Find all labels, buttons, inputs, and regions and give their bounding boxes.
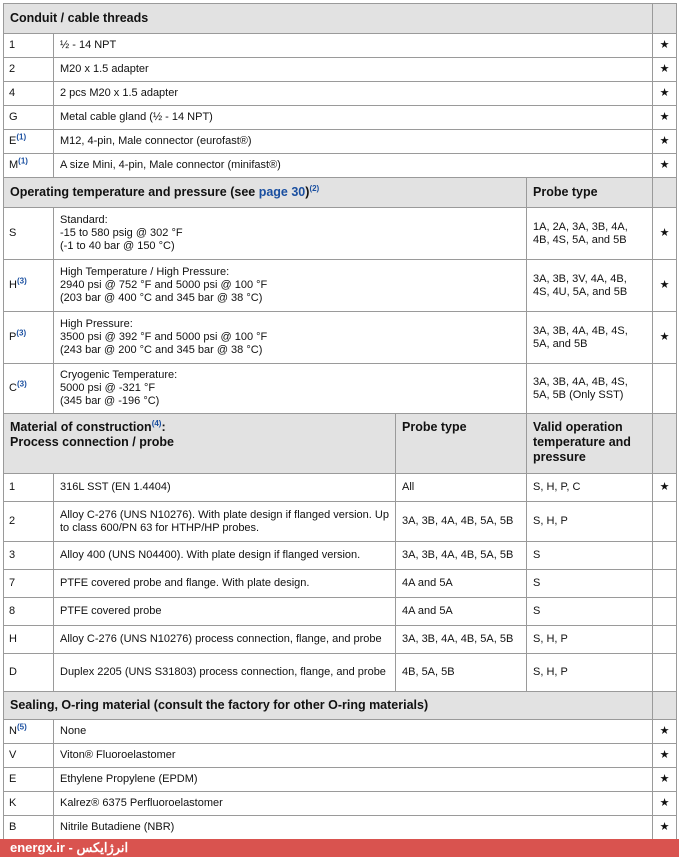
desc-line: High Pressure:	[60, 318, 133, 330]
desc-line: 2940 psi @ 752 °F and 5000 psi @ 100 °F	[60, 279, 268, 291]
option-code: 2	[4, 502, 54, 542]
operating-probe-header: Probe type	[527, 178, 653, 208]
probe-type: 3A, 3B, 4A, 4B, 4S, 5A, and 5B	[527, 312, 653, 364]
conduit-header: Conduit / cable threads	[4, 4, 653, 34]
star-icon	[653, 542, 677, 570]
ordering-table	[3, 3, 677, 840]
code-letter: H	[9, 279, 17, 291]
footnote-link[interactable]: (4)	[151, 418, 162, 428]
option-code: 3	[4, 542, 54, 570]
option-description: Viton® Fluoroelastomer	[54, 744, 653, 768]
valid-operation: S	[527, 542, 653, 570]
table-row	[4, 260, 677, 312]
operating-header-text: Operating temperature and pressure (see	[10, 185, 259, 199]
code-letter: M	[9, 159, 19, 171]
valid-operation: S, H, P	[527, 654, 653, 692]
probe-type: 3A, 3B, 4A, 4B, 5A, 5B	[396, 542, 527, 570]
option-description: None	[54, 720, 653, 744]
option-description: PTFE covered probe and flange. With plate design.	[54, 570, 396, 598]
star-icon: ★	[653, 208, 677, 260]
code-letter: C	[9, 382, 17, 394]
sealing-header: Sealing, O-ring material (consult the factory for other O-ring materials)	[4, 692, 653, 720]
star-icon	[653, 654, 677, 692]
desc-line: (-1 to 40 bar @ 150 °C)	[60, 240, 175, 252]
option-code: B	[4, 816, 54, 840]
option-code: S	[4, 208, 54, 260]
star-icon: ★	[653, 58, 677, 82]
option-code: 1	[4, 474, 54, 502]
operating-header-row	[4, 178, 677, 208]
conduit-header-row	[4, 4, 677, 34]
valid-operation: S, H, P	[527, 502, 653, 542]
page-link[interactable]: page 30	[258, 185, 306, 199]
table-row	[4, 654, 677, 692]
option-code	[4, 260, 54, 312]
footnote-link[interactable]: (5)	[16, 722, 27, 732]
table-row	[4, 598, 677, 626]
star-icon: ★	[653, 106, 677, 130]
table-row	[4, 34, 677, 58]
table-row	[4, 364, 677, 414]
option-description	[54, 260, 527, 312]
option-description: Metal cable gland (½ - 14 NPT)	[54, 106, 653, 130]
star-icon: ★	[653, 768, 677, 792]
option-code: V	[4, 744, 54, 768]
material-header-colon: :	[161, 420, 166, 434]
conduit-header-star-cell	[653, 4, 677, 34]
valid-operation: S	[527, 570, 653, 598]
star-icon	[653, 502, 677, 542]
operating-header	[4, 178, 527, 208]
table-row	[4, 58, 677, 82]
footnote-link[interactable]: (3)	[16, 276, 27, 286]
probe-type: 4A and 5A	[396, 570, 527, 598]
star-icon: ★	[653, 154, 677, 178]
table-row	[4, 106, 677, 130]
valid-operation: S, H, P	[527, 626, 653, 654]
option-description: Nitrile Butadiene (NBR)	[54, 816, 653, 840]
option-code: 1	[4, 34, 54, 58]
desc-line: (345 bar @ -196 °C)	[60, 395, 160, 407]
option-description: PTFE covered probe	[54, 598, 396, 626]
table-row	[4, 720, 677, 744]
desc-line: Cryogenic Temperature:	[60, 369, 178, 381]
star-icon: ★	[653, 260, 677, 312]
option-code: K	[4, 792, 54, 816]
option-description: Kalrez® 6375 Perfluoroelastomer	[54, 792, 653, 816]
valid-operation: S	[527, 598, 653, 626]
material-valid-header: Valid operation temperature and pressure	[527, 414, 653, 474]
option-code	[4, 130, 54, 154]
option-description: Alloy 400 (UNS N04400). With plate design if flanged version.	[54, 542, 396, 570]
material-header-line1	[10, 420, 389, 435]
code-letter: E	[9, 135, 17, 147]
table-row	[4, 502, 677, 542]
operating-header-star-cell	[653, 178, 677, 208]
table-row	[4, 626, 677, 654]
material-header-row	[4, 414, 677, 474]
ordering-table-sheet	[3, 3, 676, 840]
table-row	[4, 474, 677, 502]
star-icon: ★	[653, 312, 677, 364]
star-icon	[653, 364, 677, 414]
option-code: 2	[4, 58, 54, 82]
option-description: M20 x 1.5 adapter	[54, 58, 653, 82]
star-icon: ★	[653, 130, 677, 154]
operating-header-close: )	[305, 185, 310, 199]
table-row	[4, 744, 677, 768]
table-row	[4, 542, 677, 570]
watermark-text: energx.ir - انرژایکس	[10, 840, 129, 855]
option-description	[54, 312, 527, 364]
option-description: 316L SST (EN 1.4404)	[54, 474, 396, 502]
sealing-header-star-cell	[653, 692, 677, 720]
desc-line: (243 bar @ 200 °C and 345 bar @ 38 °C)	[60, 344, 263, 356]
probe-type: 3A, 3B, 3V, 4A, 4B, 4S, 4U, 5A, and 5B	[527, 260, 653, 312]
table-row	[4, 312, 677, 364]
probe-type: 1A, 2A, 3A, 3B, 4A, 4B, 4S, 5A, and 5B	[527, 208, 653, 260]
material-header-text: Material of construction	[10, 420, 152, 434]
option-description: Alloy C-276 (UNS N10276) process connection, flange, and probe	[54, 626, 396, 654]
desc-line: 3500 psi @ 392 °F and 5000 psi @ 100 °F	[60, 331, 268, 343]
option-description: A size Mini, 4-pin, Male connector (minifast®)	[54, 154, 653, 178]
footnote-link[interactable]: (2)	[309, 183, 320, 193]
option-description: Ethylene Propylene (EPDM)	[54, 768, 653, 792]
valid-operation: S, H, P, C	[527, 474, 653, 502]
option-description	[54, 364, 527, 414]
footnote-link[interactable]: (3)	[16, 328, 27, 338]
desc-line: -15 to 580 psig @ 302 °F	[60, 227, 183, 239]
material-header	[4, 414, 396, 474]
footnote-link[interactable]: (1)	[16, 132, 27, 142]
star-icon: ★	[653, 34, 677, 58]
table-row	[4, 816, 677, 840]
star-icon	[653, 626, 677, 654]
desc-line: (203 bar @ 400 °C and 345 bar @ 38 °C)	[60, 292, 263, 304]
table-row	[4, 570, 677, 598]
table-row	[4, 768, 677, 792]
code-letter: N	[9, 725, 17, 737]
option-code: 4	[4, 82, 54, 106]
option-code	[4, 154, 54, 178]
star-icon: ★	[653, 744, 677, 768]
table-row	[4, 792, 677, 816]
sealing-header-row	[4, 692, 677, 720]
option-description: ½ - 14 NPT	[54, 34, 653, 58]
star-icon: ★	[653, 816, 677, 840]
star-icon: ★	[653, 720, 677, 744]
watermark-footer-bar	[0, 839, 679, 857]
star-icon: ★	[653, 474, 677, 502]
option-code: 8	[4, 598, 54, 626]
star-icon: ★	[653, 792, 677, 816]
option-description	[54, 208, 527, 260]
probe-type: 3A, 3B, 4A, 4B, 4S, 5A, 5B (Only SST)	[527, 364, 653, 414]
material-probe-header: Probe type	[396, 414, 527, 474]
footnote-link[interactable]: (3)	[16, 379, 27, 389]
option-description: 2 pcs M20 x 1.5 adapter	[54, 82, 653, 106]
option-code: E	[4, 768, 54, 792]
code-letter: P	[9, 331, 17, 343]
probe-type: 3A, 3B, 4A, 4B, 5A, 5B	[396, 626, 527, 654]
probe-type: All	[396, 474, 527, 502]
star-icon	[653, 570, 677, 598]
star-icon	[653, 598, 677, 626]
desc-line: High Temperature / High Pressure:	[60, 266, 230, 278]
star-icon: ★	[653, 82, 677, 106]
option-code	[4, 364, 54, 414]
option-description: M12, 4-pin, Male connector (eurofast®)	[54, 130, 653, 154]
option-code: H	[4, 626, 54, 654]
option-code: 7	[4, 570, 54, 598]
option-code: D	[4, 654, 54, 692]
table-row	[4, 208, 677, 260]
material-header-line2: Process connection / probe	[10, 435, 174, 449]
option-code: G	[4, 106, 54, 130]
table-row	[4, 130, 677, 154]
probe-type: 3A, 3B, 4A, 4B, 5A, 5B	[396, 502, 527, 542]
material-header-star-cell	[653, 414, 677, 474]
option-code	[4, 720, 54, 744]
option-code	[4, 312, 54, 364]
table-row	[4, 154, 677, 178]
table-row	[4, 82, 677, 106]
desc-line: Standard:	[60, 214, 108, 226]
probe-type: 4B, 5A, 5B	[396, 654, 527, 692]
footnote-link[interactable]: (1)	[18, 156, 28, 166]
probe-type: 4A and 5A	[396, 598, 527, 626]
desc-line: 5000 psi @ -321 °F	[60, 382, 156, 394]
option-description: Duplex 2205 (UNS S31803) process connection, flange, and probe	[54, 654, 396, 692]
option-description: Alloy C-276 (UNS N10276). With plate design if flanged version. Up to class 600/PN 63 for HTHP/HP probes.	[54, 502, 396, 542]
